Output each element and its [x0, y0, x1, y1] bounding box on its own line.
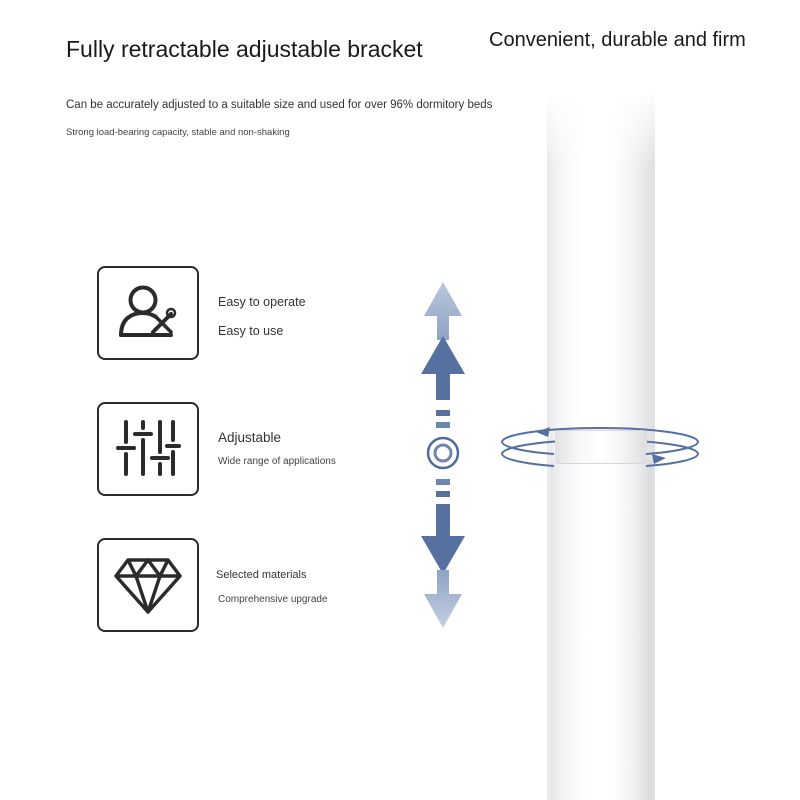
- feature-1-subtitle: Easy to use: [218, 324, 284, 338]
- user-wrench-icon: [113, 280, 183, 346]
- feature-3-subtitle: Comprehensive upgrade: [218, 594, 328, 605]
- pole-top-fade: [547, 90, 655, 170]
- feature-card-easy-operate: [97, 266, 199, 360]
- main-title: Fully retractable adjustable bracket: [66, 36, 423, 62]
- feature-2-title: Adjustable: [218, 430, 282, 445]
- feature-2-subtitle: Wide range of applications: [218, 456, 336, 467]
- diamond-icon: [112, 554, 184, 616]
- feature-card-materials: [97, 538, 199, 632]
- sliders-icon: [113, 416, 183, 482]
- subtitle: Can be accurately adjusted to a suitable size and used for over 96% dormitory beds: [66, 99, 493, 111]
- feature-3-title: Selected materials: [216, 569, 307, 581]
- feature-1-title: Easy to operate: [218, 295, 306, 309]
- feature-card-adjustable: [97, 402, 199, 496]
- rotation-arrows-icon: [490, 418, 710, 478]
- vertical-adjust-arrows-icon: [410, 278, 480, 634]
- load-note: Strong load-bearing capacity, stable and non-shaking: [66, 127, 290, 138]
- side-title: Convenient, durable and firm: [489, 29, 746, 51]
- pole-lower: [550, 460, 652, 800]
